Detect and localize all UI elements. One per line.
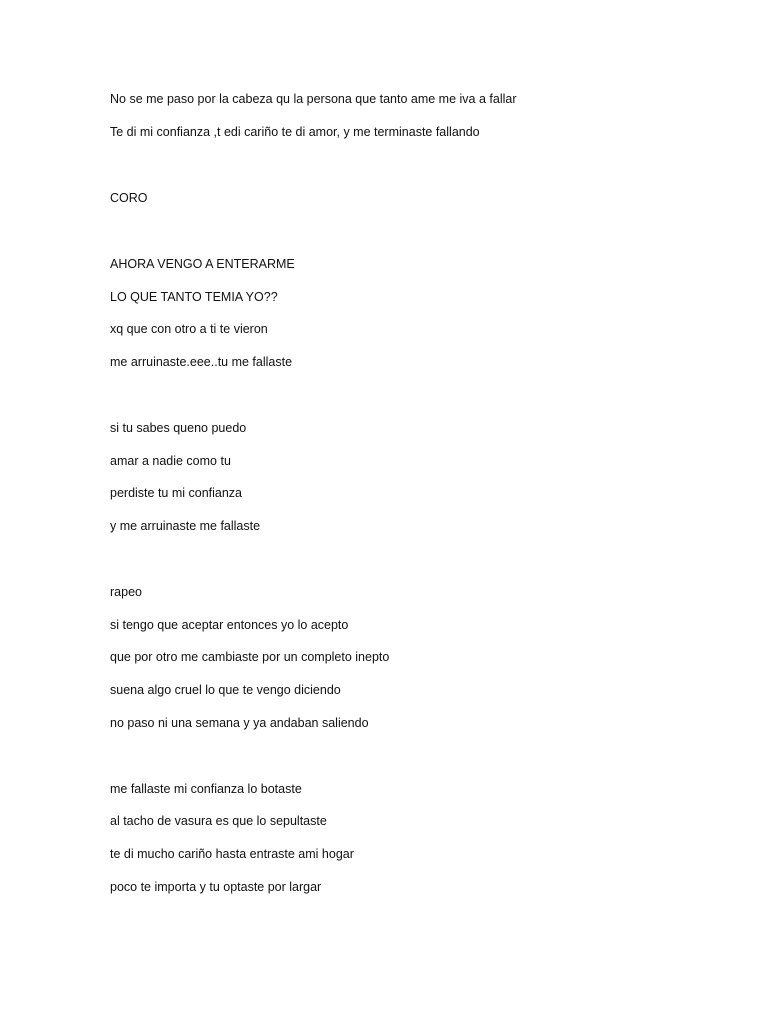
lyric-line: que por otro me cambiaste por un completo inepto [110,650,390,664]
lyric-line: te di mucho cariño hasta entraste ami hogar [110,847,354,861]
lyric-line: AHORA VENGO A ENTERARME [110,257,295,271]
lyric-line: amar a nadie como tu [110,454,231,468]
lyric-line: Te di mi confianza ,t edi cariño te di amor, y me terminaste fallando [110,125,480,139]
lyric-line: poco te importa y tu optaste por largar [110,880,322,894]
section-heading-rapeo: rapeo [110,585,142,599]
lyric-line: me fallaste mi confianza lo botaste [110,782,302,796]
lyric-line: suena algo cruel lo que te vengo diciendo [110,683,341,697]
lyric-line: perdiste tu mi confianza [110,486,243,500]
lyric-line: LO QUE TANTO TEMIA YO?? [110,290,278,304]
lyric-line: no paso ni una semana y ya andaban saliendo [110,716,369,730]
lyric-line: y me arruinaste me fallaste [110,519,261,533]
lyric-line: xq que con otro a ti te vieron [110,322,268,336]
lyric-line: si tengo que aceptar entonces yo lo acepto [110,618,349,632]
lyric-line: No se me paso por la cabeza qu la persona que tanto ame me iva a fallar [110,92,517,106]
lyric-line: me arruinaste.eee..tu me fallaste [110,355,293,369]
section-heading-coro: CORO [110,191,148,205]
lyric-line: al tacho de vasura es que lo sepultaste [110,814,327,828]
lyric-line: si tu sabes queno puedo [110,421,247,435]
